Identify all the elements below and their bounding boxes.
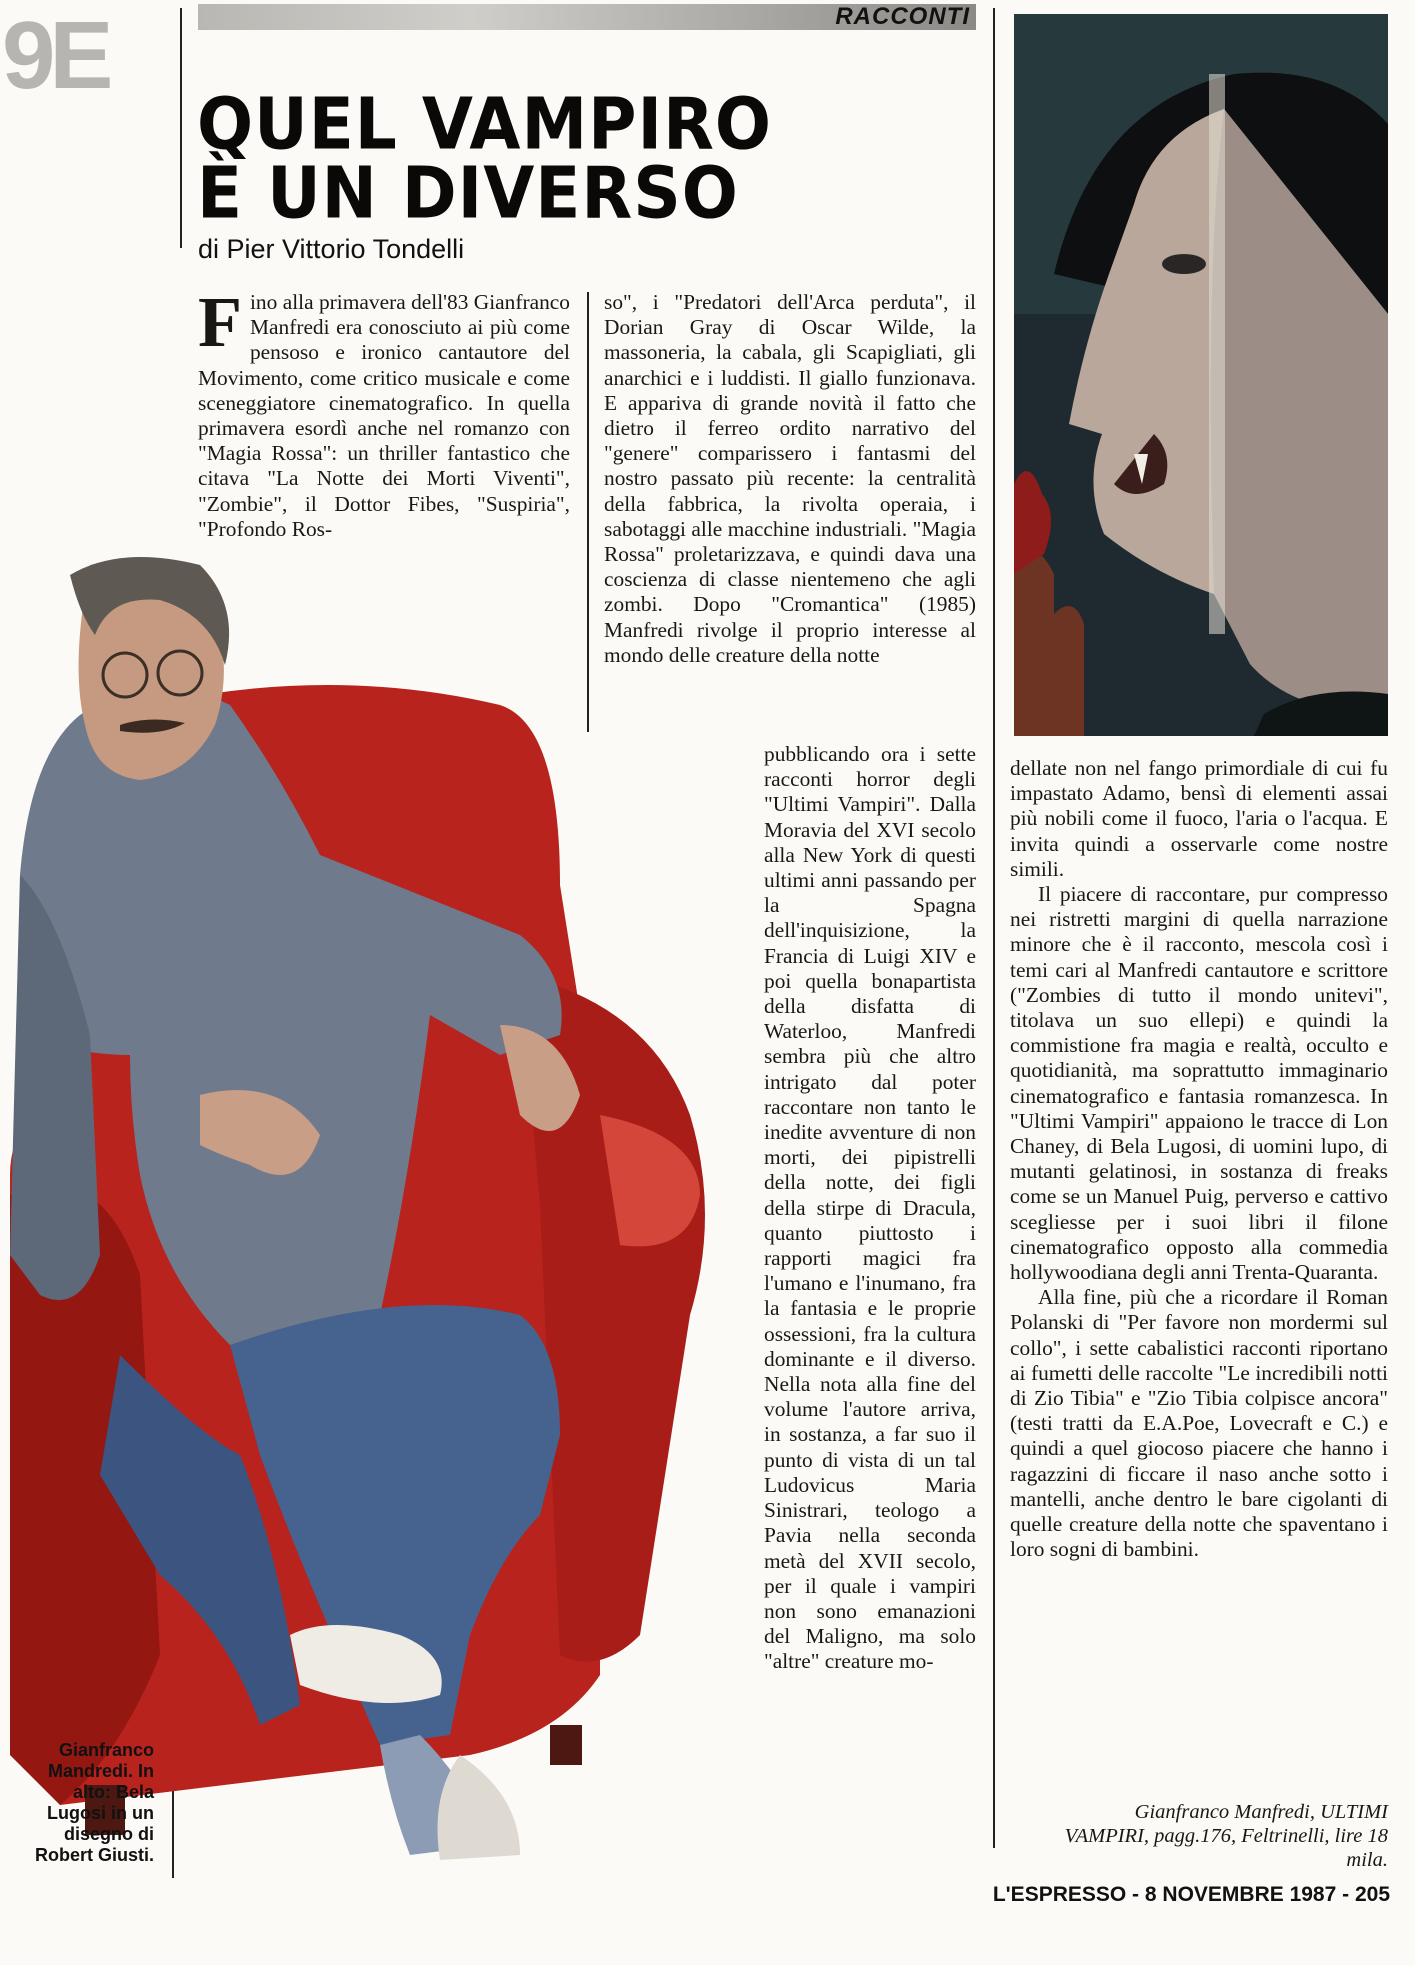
rule-left: [180, 8, 182, 248]
rule-right: [993, 8, 995, 1848]
page-title: QUEL VAMPIRO È UN DIVERSO: [197, 82, 773, 235]
paragraph: Alla fine, più che a ricordare il Roman Polanski di "Per favore non mordermi sul collo", i sette cabalistici racconti riportano ai fumetti delle raccolte "Le incredibili notti di Zio Tibia" e "Zio Tibia colpisce ancora" (testi tratti da E.A.Poe, Lovecraft e C.) e quindi a quel giocoso piacere che hanno i ragazzini di ficcare il naso anche sotto i mantelli, anche dentro le bare cigolanti di quelle creature della notte che spaventano i loro sogni di bambini.: [1010, 1285, 1388, 1562]
page-footer: L'ESPRESSO - 8 NOVEMBRE 1987 - 205: [992, 1883, 1390, 1906]
paragraph: Il piacere di raccontare, pur compresso nei ristretti margini di quella narrazione minore che è il racconto, mescola così i temi cari al Manfredi cantautore e scrittore ("Zombies di tutto il mondo unitevi", titolava un suo ellepi) e quindi la commistione fra magia e realtà, occulto e quotidianità, ma soprattutto immaginario cinematografico e fantasia romanzesca. In "Ultimi Vampiri" appaiono le tracce di Lon Chaney, di Bela Lugosi, di uomini lupo, di mutanti gelatinosi, in sostanza di freaks come se un Manuel Puig, perverso e cattivo scegliesse per i suoi libri il filone cinematografico opposto alla commedia hollywoodiana degli anni Trenta-Quaranta.: [1010, 882, 1388, 1285]
article-column-4: [1010, 756, 1388, 1563]
book-credit: Gianfranco Manfredi, ULTIMI VAMPIRI, pagg.176, Feltrinelli, lire 18 mila.: [1064, 1801, 1388, 1871]
vampire-illustration: [1014, 14, 1388, 736]
article-column-1: Fino alla primavera dell'83 Gianfranco Manfredi era conosciuto ai più come pensoso e ironico cantautore del Movimento, come critico musicale e come sceneggiatore cinematografico. In quella primavera esordì anche nel romanzo con "Magia Rossa": un thriller fantastico che citava "La Notte dei Morti Viventi", "Zombie", il Dottor Fibes, "Suspiria", "Profondo Ros-: [198, 282, 570, 541]
drop-cap: F: [198, 282, 242, 362]
article-column-2: so", i "Predatori dell'Arca perduta", il Dorian Gray di Oscar Wilde, la massoneria, la cabala, gli Scapigliati, gli anarchici e i luddisti. Il giallo funzionava. E appariva di grande novità il fatto che dietro il ferreo ordito narrativo del "genere" comparissero i fantasmi del nostro passato più recente: la centralità della fabbrica, la rivolta operaia, i sabotaggi alle macchine industriali. "Magia Rossa" proletarizzava, e quindi dava una coscienza di classe nientemeno che agli zombi. Dopo "Cromantica" (1985) Manfredi rivolge il proprio interesse al mondo delle creature della notte: [604, 290, 976, 667]
paragraph: dellate non nel fango primordiale di cui fu impastato Adamo, bensì di elementi assai più nobili come il fuoco, l'aria o l'acqua. E invita quindi a osservarle come nostre simili.: [1010, 756, 1388, 881]
magazine-logo: 9E: [2, 2, 108, 109]
article-column-3: pubblicando ora i sette racconti horror degli "Ultimi Vampiri". Dalla Moravia del XVI secolo alla New York di questi ultimi anni passando per la Spagna dell'inquisizione, la Francia di Luigi XIV e poi quella bonapartista della disfatta di Waterloo, Manfredi sembra più che altro intrigato dal poter raccontare non tanto le inedite avventure di non morti, dei pipistrelli della notte, dei figli della stirpe di Dracula, quanto piuttosto i rapporti magici fra l'umano e l'inumano, fra la fantasia e le proprie ossessioni, fra la cultura dominante e il diverso. Nella nota alla fine del volume l'autore arriva, in sostanza, a far suo il punto di vista di un tal Ludovicus Maria Sinistrari, teologo a Pavia nella seconda metà del XVII secolo, per il quale i vampiri non sono emanazioni del Maligno, ma solo "altre" creature mo-: [764, 742, 976, 1674]
section-label: RACCONTI: [835, 3, 970, 30]
author-photo: [0, 555, 760, 1865]
byline: di Pier Vittorio Tondelli: [198, 234, 465, 264]
photo-caption: Gianfranco Mandredi. In alto: Bela Lugosi in un disegno di Robert Giusti.: [34, 1740, 154, 1865]
